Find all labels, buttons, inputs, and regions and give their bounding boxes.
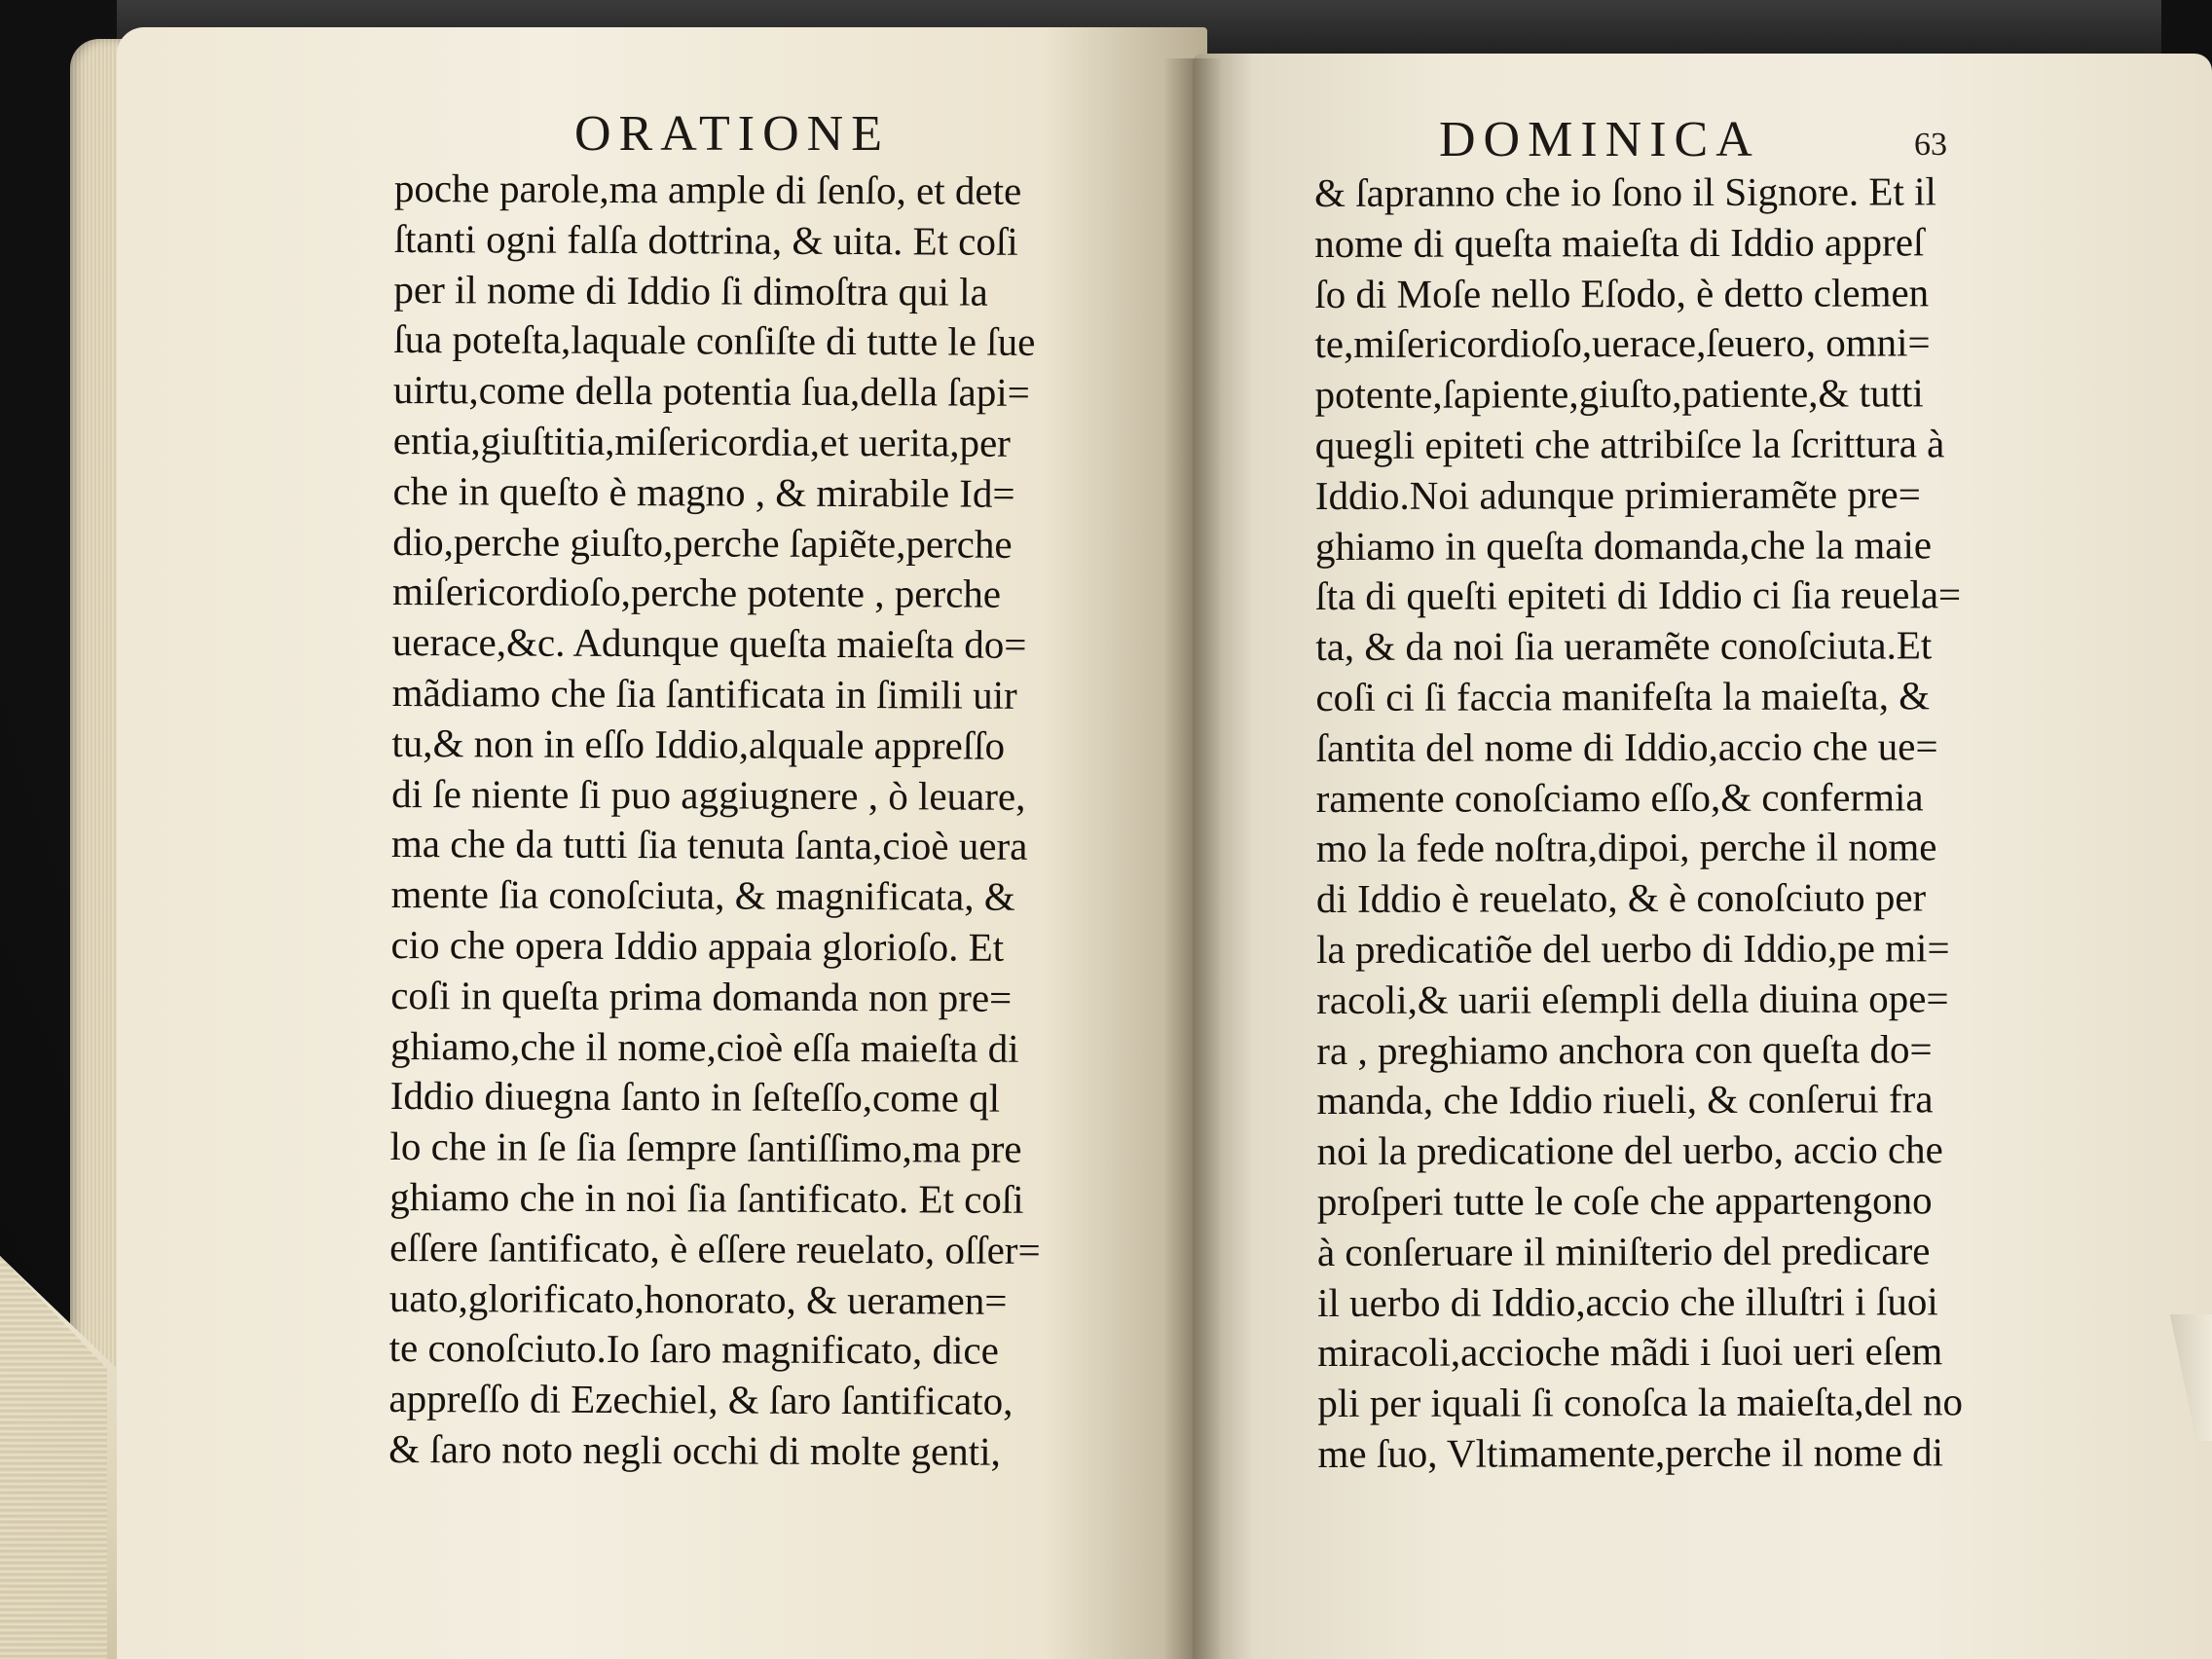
text-line: poche parole,ma ample di ſenſo, et dete (393, 165, 1022, 213)
text-line: racoli,& uarii eſempli della diuina ope= (1316, 976, 1949, 1022)
text-line: ghiamo che in noi ſia ſantificato. Et coſi (389, 1173, 1024, 1222)
text-line: di ſe niente ſi puo aggiugnere , ò leuare, (391, 770, 1026, 819)
text-line: mãdiamo che ſia ſantificata in ſimili uir (391, 669, 1017, 718)
text-line: ſtanti ogni falſa dottrina, & uita. Et coſi (393, 215, 1018, 264)
text-line: entia,giuſtitia,miſericordia,et uerita,per (392, 417, 1011, 465)
text-line: mente ſia conoſciuta, & magnificata, & (390, 871, 1015, 919)
text-line: dio,perche giuſto,perche ſapiẽte,perche (392, 518, 1013, 567)
text-line: manda, che Iddio riueli, & conſerui fra (1316, 1076, 1934, 1124)
text-line: noi la predicatione del uerbo, accio che (1316, 1126, 1943, 1174)
text-line: à conſeruare il miniſterio del predicare (1316, 1228, 1931, 1274)
text-line: te,miſericordioſo,uerace,ſeuero, omni= (1314, 319, 1931, 367)
text-line: ghiamo in queſta domanda,che la maie (1314, 521, 1933, 569)
text-line: coſi ci ſi faccia manifeſta la maieſta, & (1315, 673, 1931, 719)
text-line: eſſere ſantificato, è eſſere reuelato, oſſer= (389, 1224, 1041, 1272)
text-line: coſi in queſta prima domanda non pre= (390, 972, 1013, 1020)
page-number: 63 (1914, 127, 1947, 163)
text-line: che in queſto è magno , & mirabile Id= (392, 467, 1015, 516)
book-gutter (1163, 58, 1222, 1659)
text-line: mo la fede noſtra,dipoi, perche il nome (1315, 824, 1937, 871)
right-page-text (1314, 166, 1963, 1479)
text-line: potente,ſapiente,giuſto,patiente,& tutti (1314, 370, 1924, 418)
text-line: lo che in ſe ſia ſempre ſantiſſimo,ma pre (389, 1124, 1022, 1171)
text-line: uerace,&c. Adunque queſta maieſta do= (391, 619, 1027, 668)
text-line: & ſaro noto negli occhi di molte genti, (388, 1425, 1001, 1474)
text-line: ra , preghiamo anchora con queſta do= (1316, 1025, 1933, 1073)
text-line: ma che da tutti ſia tenuta ſanta,cioè uera (390, 821, 1028, 869)
text-line: miracoli,accioche mãdi i ſuoi ueri eſem (1317, 1328, 1943, 1376)
text-line: ſo di Moſe nello Eſodo, è detto clemen (1314, 269, 1930, 316)
right-running-head: DOMINICA (1439, 112, 1760, 167)
text-line: quegli epiteti che attribiſce la ſcrittura à (1314, 421, 1945, 467)
text-line: & ſapranno che io ſono il Signore. Et il (1314, 168, 1936, 215)
left-page-text (388, 164, 1045, 1478)
text-line: pli per iquali ſi conoſca la maieſta,del no (1317, 1379, 1963, 1426)
text-line: il uerbo di Iddio,accio che illuſtri i ſuoi (1316, 1277, 1938, 1325)
text-line: di Iddio è reuelato, & è conoſciuto per (1315, 874, 1927, 922)
text-line: ghiamo,che il nome,cioè eſſa maieſta di (389, 1022, 1019, 1071)
text-line: ramente conoſciamo eſſo,& confermia (1315, 773, 1924, 821)
text-line: ſta di queſti epiteti di Iddio ci ſia reuela= (1315, 571, 1962, 619)
text-line: uato,glorificato,honorato, & ueramen= (388, 1274, 1008, 1323)
text-line: cio che opera Iddio appaia glorioſo. Et (390, 921, 1005, 970)
text-line: miſericordioſo,perche potente , perche (391, 569, 1002, 617)
text-line: uirtu,come della potentia ſua,della ſapi= (392, 367, 1030, 416)
text-line: te conoſciuto.Io ſaro magnificato, dice (388, 1325, 999, 1374)
text-line: ſua poteſta,laquale conſiſte di tutte le ſue (393, 316, 1036, 365)
text-line: nome di queſta maieſta di Iddio appreſ (1314, 219, 1925, 266)
text-line: per il nome di Iddio ſi dimoſtra qui la (393, 266, 988, 314)
text-line: ta, & da noi ſia ueramẽte conoſciuta.Et (1315, 622, 1933, 670)
text-line: Iddio diuegna ſanto in ſeſteſſo,come ql (389, 1073, 1001, 1122)
text-line: appreſſo di Ezechiel, & ſaro ſantificato, (388, 1376, 1014, 1423)
text-line: Iddio.Noi adunque primieramẽte pre= (1314, 471, 1921, 518)
text-line: tu,& non in eſſo Iddio,alquale appreſſo (391, 719, 1006, 768)
left-running-head: ORATIONE (574, 106, 890, 162)
text-line: ſantita del nome di Iddio,accio che ue= (1315, 723, 1938, 770)
text-line: proſperi tutte le coſe che appartengono (1316, 1177, 1933, 1224)
text-line: la predicatiõe del uerbo di Iddio,pe mi= (1316, 925, 1950, 972)
text-line: me ſuo, Vltimamente,perche il nome di (1317, 1429, 1944, 1476)
